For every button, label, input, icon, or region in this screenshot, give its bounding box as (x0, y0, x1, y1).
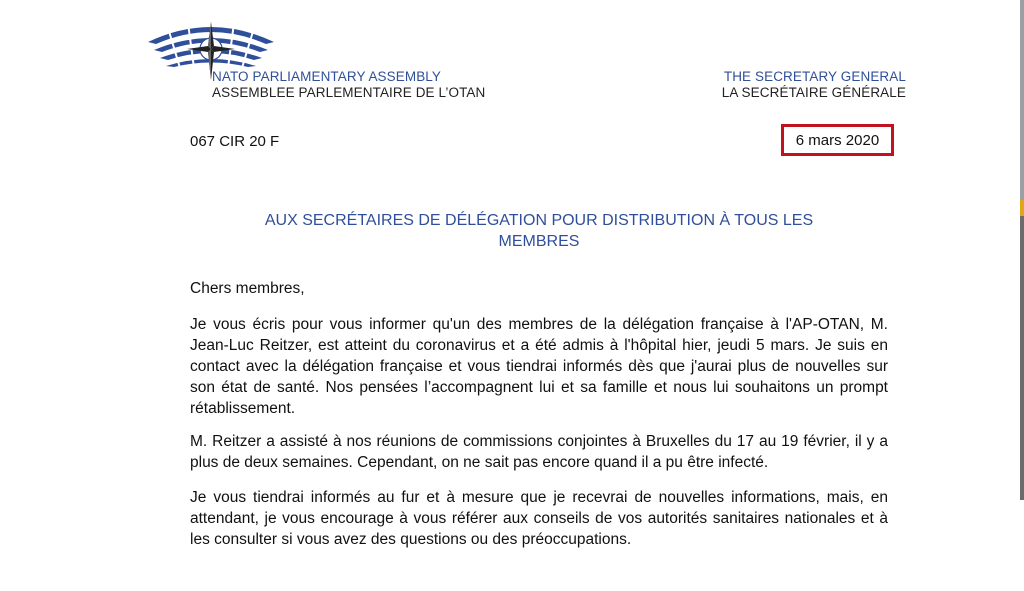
paragraph-2: M. Reitzer a assisté à nos réunions de commissions conjointes à Bruxelles du 17 au 19 février, il y a plus de deux semaines. Cependant, on ne sait pas encore quand il a pu être infecté. (190, 433, 888, 471)
greeting: Chers membres, (190, 280, 305, 297)
org-name-english: NATO PARLIAMENTARY ASSEMBLY (212, 69, 442, 84)
heading-line-2: MEMBRES (498, 233, 580, 250)
org-name-french: ASSEMBLEE PARLEMENTAIRE DE L’OTAN (212, 85, 486, 100)
window-edge (1020, 0, 1024, 591)
secretary-general-english: THE SECRETARY GENERAL (723, 69, 906, 84)
document-reference: 067 CIR 20 F (190, 133, 280, 150)
heading-line-1: AUX SECRÉTAIRES DE DÉLÉGATION POUR DISTRIBUTION À TOUS LES (264, 212, 814, 229)
paragraph-3: Je vous tiendrai informés au fur et à mesure que je recevrai de nouvelles informations, mais, en attendant, je vous encourage à vous référer aux conseils de vos autorités sanitaires nationales et à les consulter si vous avez des questions ou des préoccupations. (190, 489, 888, 548)
paragraph-1: Je vous écris pour vous informer qu'un des membres de la délégation française à l'AP-OTAN, M. Jean-Luc Reitzer, est atteint du coronavirus et a été admis à l'hôpital hier, jeudi 5 mars. Je suis en contact avec la délégation française et vous tiendrai informés dès que j'aurai plus de nouvelles sur son état de santé. Nos pensées l’accompagnent lui et sa famille et nous lui souhaitons un prompt rétablissement. (190, 316, 888, 417)
secretary-general-french: LA SECRÉTAIRE GÉNÉRALE (721, 85, 906, 100)
date-highlight-box (781, 124, 894, 156)
document-date: 6 mars 2020 (795, 131, 880, 149)
document-heading (190, 210, 888, 252)
